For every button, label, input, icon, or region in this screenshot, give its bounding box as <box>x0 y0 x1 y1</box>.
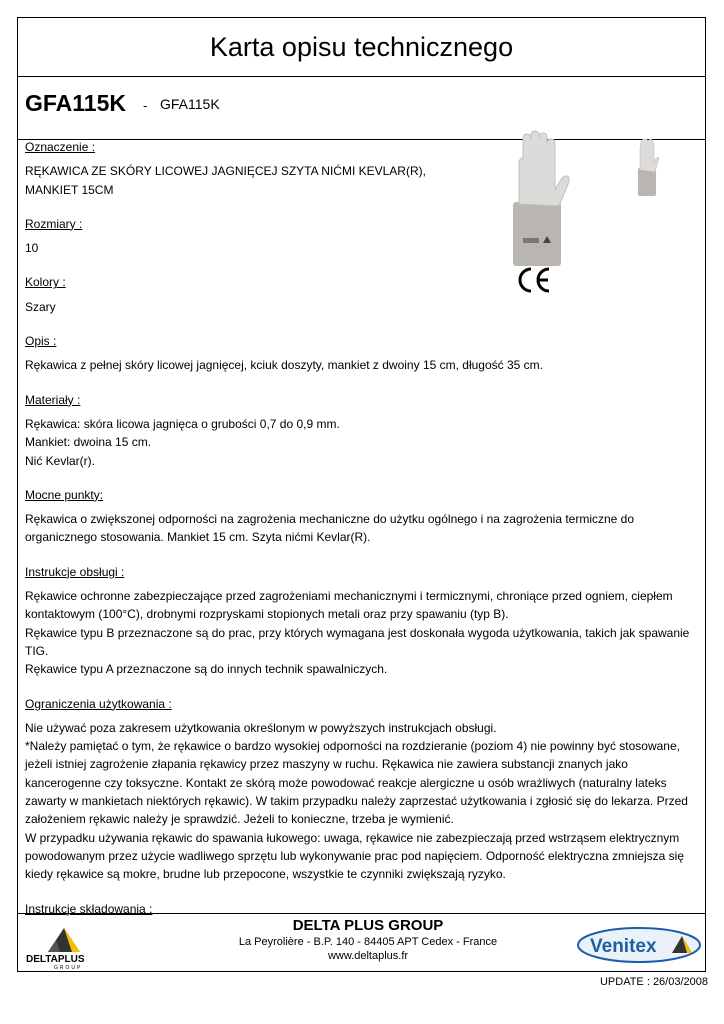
section-heading: Materiały : <box>25 392 81 407</box>
section-line: Rękawice ochronne zabezpieczające przed zagrożeniami mechanicznymi i termicznymi, chroniące przed ogniem, ciepłem <box>25 589 673 604</box>
section-heading: Mocne punkty: <box>25 487 104 502</box>
section-line: 10 <box>25 241 39 256</box>
ce-mark-icon <box>516 266 552 294</box>
section <box>25 563 697 679</box>
section-line: RĘKAWICA ZE SKÓRY LICOWEJ JAGNIĘCEJ SZYTA NIĆMI KEVLAR(R), <box>25 164 426 179</box>
logo-right-text: Venitex <box>590 936 657 957</box>
section-line: założeniem rękawic należy je sprawdzić. Jeżeli to konieczne, trzeba je wymienić. <box>25 812 454 827</box>
section-line: *Należy pamiętać o tym, że rękawice o bardzo wysokiej odporności na rozdzieranie (poziom 4) nie powinny być stosowane, <box>25 739 680 754</box>
logo-left-text: DELTAPLUS <box>26 954 85 965</box>
section <box>25 273 697 316</box>
logo-left-sub: GROUP <box>54 965 83 970</box>
deltaplus-logo <box>26 922 136 970</box>
update-date: UPDATE : 26/03/2008 <box>599 976 708 988</box>
section-body <box>25 239 697 257</box>
product-code-secondary: GFA115K <box>160 96 220 112</box>
company-name: DELTA PLUS GROUP <box>292 917 444 934</box>
venitex-logo <box>576 926 702 964</box>
company-address: La Peyrolière - B.P. 140 - 84405 APT Cedex - France <box>238 936 498 948</box>
section-heading: Ograniczenia użytkowania : <box>25 696 172 711</box>
title-row <box>18 18 705 77</box>
section-line: kiedy rękawice są mokre, brudne lub przepocone, wszystkie te czynniki zwiększają ryzyko. <box>25 867 506 882</box>
section <box>25 486 697 547</box>
section-line: organicznego stosowania. Mankiet 15 cm. Szyta nićmi Kevlar(R). <box>25 530 371 545</box>
product-code: GFA115K <box>25 90 126 116</box>
section <box>25 138 697 199</box>
section <box>25 391 697 470</box>
section-heading: Instrukcje składowania : <box>25 901 153 916</box>
section-line: W przypadku używania rękawic do spawania łukowego: uwaga, rękawice nie zabezpieczają przed wstrząsem elektrycznym <box>25 830 680 845</box>
section-heading: Instrukcje obsługi : <box>25 564 125 579</box>
section-body <box>25 356 697 374</box>
company-website[interactable]: www.deltaplus.fr <box>327 950 409 962</box>
product-code-row <box>18 76 705 140</box>
section-line: Mankiet: dwoina 15 cm. <box>25 435 152 450</box>
section-heading: Opis : <box>25 334 57 349</box>
section-body <box>25 415 697 470</box>
page-title: Karta opisu technicznego <box>209 32 514 62</box>
product-code-separator: - <box>143 98 148 113</box>
section-body <box>25 298 697 316</box>
section-body <box>25 510 697 547</box>
section-body <box>25 162 697 199</box>
section-line: Rękawica o zwiększonej odporności na zagrożenia mechaniczne do użytku ogólnego i na zagrożenia termiczne do <box>25 512 635 527</box>
content-area <box>25 138 697 934</box>
section-line: Nić Kevlar(r). <box>25 453 96 468</box>
company-block <box>168 917 568 963</box>
datasheet-frame <box>17 17 706 972</box>
section-body <box>25 587 697 678</box>
section-line: Rękawice typu B przeznaczone są do prac, przy których wymagana jest doskonała wygoda użytkowania, takich jak spawanie <box>25 625 690 640</box>
section-line: kontaktowym (100°C), drobnymi rozpryskami stopionych metali oraz przy spawaniu (typ B). <box>25 607 509 622</box>
section-line: MANKIET 15CM <box>25 182 114 197</box>
glove-image-large <box>505 130 575 270</box>
section-line: zawarty w mankietach niektórych rękawic). W takim przypadku należy zaprzestać użytkowania i zgłosić się do lekarza. Przed <box>25 794 688 809</box>
section-line: powodowanym przez użycie wadliwego sprzętu lub wykonywanie prac pod napięciem. Odporność elektryczna zmniejsza się <box>25 848 684 863</box>
section <box>25 215 697 258</box>
section-line: Szary <box>25 299 56 314</box>
section <box>25 332 697 375</box>
section-line: kancerogenne czy toksyczne. Kontakt ze skórą może powodować reakcje alergiczne u osób wrażliwych (naturalny lateks <box>25 775 667 790</box>
section-line: Rękawice typu A przeznaczone są do innych technik spawalniczych. <box>25 662 388 677</box>
section-line: Nie używać poza zakresem użytkowania określonym w powyższych instrukcjach obsługi. <box>25 720 497 735</box>
section <box>25 695 697 884</box>
section-heading: Rozmiary : <box>25 216 83 231</box>
footer <box>18 913 705 973</box>
glove-image-small <box>634 136 660 198</box>
section-heading: Oznaczenie : <box>25 140 96 154</box>
section-line: jeżeli istniej zagrożenie złapania rękawicy przez maszyny w ruchu. Rękawica nie zawiera substancji znanych jako <box>25 757 628 772</box>
section-line: Rękawica: skóra licowa jagnięca o grubości 0,7 do 0,9 mm. <box>25 416 340 431</box>
section-line: TIG. <box>25 643 49 658</box>
section-line: Rękawica z pełnej skóry licowej jagnięcej, kciuk doszyty, mankiet z dwoiny 15 cm, długość 35 cm. <box>25 358 543 373</box>
section-body <box>25 719 697 884</box>
section-heading: Kolory : <box>25 275 66 290</box>
